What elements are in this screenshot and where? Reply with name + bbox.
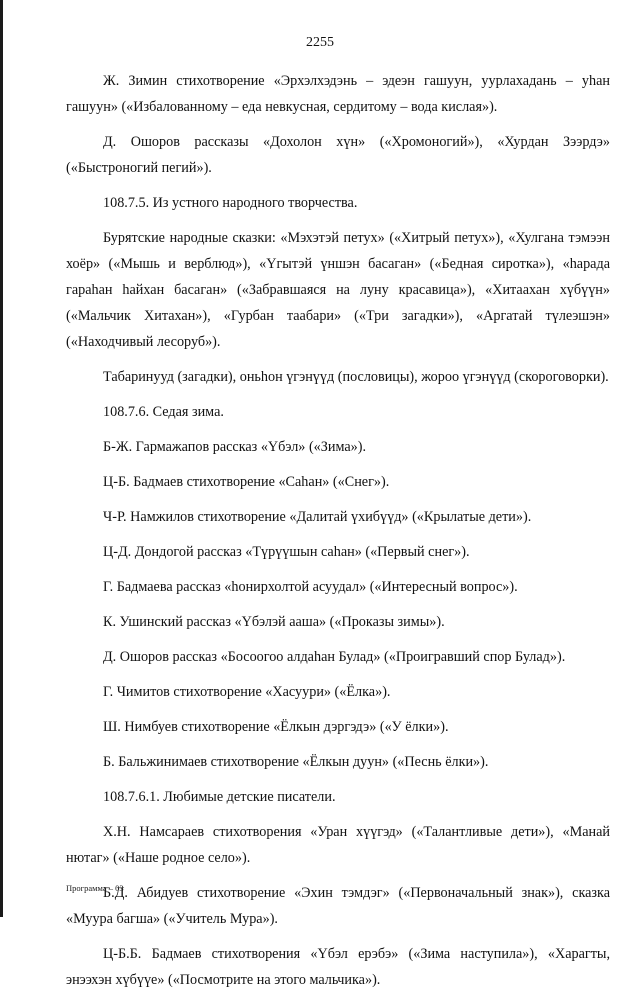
- paragraph-folk-tales: Бурятские народные сказки: «Мэхэтэй петух» («Хитрый петух»), «Хулгана тэмээн хоёр» («Мышь и верблюд»), «Үгытэй үншэн басаган» («Бедная сиротка»), «hарада гараhан hайхан басаган» («Забравшаяся на луну красавица»), «Хитаахан хүбүүн» («Мальчик Хитахан»), «Гурбан таабари» («Три загадки»), «Аргатай түлеэшэн» («Находчивый лесоруб»).: [66, 230, 610, 350]
- paragraph-oshorov-stories: Д. Ошоров рассказы «Дохолон хүн» («Хромоногий»), «Хурдан Зээрдэ» («Быстроногий пегий»).: [66, 134, 610, 176]
- list-item-namzhilov: Ч-Р. Намжилов стихотворение «Далитай үхибүүд» («Крылатые дети»).: [103, 509, 532, 525]
- list-item-nimbuev: Ш. Нимбуев стихотворение «Ёлкын дэргэдэ» («У ёлки»).: [103, 719, 449, 735]
- list-item-balzhinimaev: Б. Бальжинимаев стихотворение «Ёлкын дуун» («Песнь ёлки»).: [103, 754, 489, 770]
- paragraph-namsaraev: Х.Н. Намсараев стихотворения «Уран хүүгэд» («Талантливые дети»), «Манай нютаг» («Наше родное село»).: [66, 824, 610, 866]
- section-heading-108-7-6-1: 108.7.6.1. Любимые детские писатели.: [103, 789, 336, 805]
- body-text: [66, 68, 610, 1002]
- scan-edge: [0, 0, 3, 917]
- section-heading-108-7-5: 108.7.5. Из устного народного творчества.: [103, 195, 358, 211]
- paragraph-abiduev: Б.Д. Абидуев стихотворение «Эхин тэмдэг» («Первоначальный знак»), сказка «Муура багша» («Учитель Мура»).: [66, 885, 610, 927]
- list-item-badmaeva: Г. Бадмаева рассказ «hонирхолтой асуудал» («Интересный вопрос»).: [103, 579, 518, 595]
- list-item-badmaev-snow: Ц-Б. Бадмаев стихотворение «Саhан» («Снег»).: [103, 474, 390, 490]
- paragraph-badmaev-winter: Ц-Б.Б. Бадмаев стихотворения «Үбэл ерэбэ» («Зима наступила»), «Харагты, энээхэн хүбүүе» («Посмотрите на этого мальчика»).: [66, 946, 610, 988]
- list-item-chimitov: Г. Чимитов стихотворение «Хасуури» («Ёлка»).: [103, 684, 391, 700]
- section-heading-108-7-6: 108.7.6. Седая зима.: [103, 404, 224, 420]
- footer-label: Программа – 03: [66, 883, 124, 893]
- list-item-dondogoi: Ц-Д. Дондогой рассказ «Түрүүшын саhан» («Первый снег»).: [103, 544, 470, 560]
- list-item-ushinsky: К. Ушинский рассказ «Үбэлэй ааша» («Проказы зимы»).: [103, 614, 445, 630]
- paragraph-riddles-proverbs: Табаринууд (загадки), оньhон үгэнүүд (пословицы), жороо үгэнүүд (скороговорки).: [103, 369, 609, 385]
- list-item-garmazhapov: Б-Ж. Гармажапов рассказ «Үбэл» («Зима»).: [103, 439, 367, 455]
- list-item-oshorov-bulad: Д. Ошоров рассказ «Босоогоо алдаhан Булад» («Проигравший спор Булад»).: [103, 649, 566, 665]
- paragraph-zimin: Ж. Зимин стихотворение «Эрхэлхэдэнь – эдеэн гашуун, уурлахадань – уhан гашуун» («Избалованному – еда невкусная, сердитому – вода кислая»).: [66, 73, 610, 115]
- page-number: 2255: [306, 35, 334, 50]
